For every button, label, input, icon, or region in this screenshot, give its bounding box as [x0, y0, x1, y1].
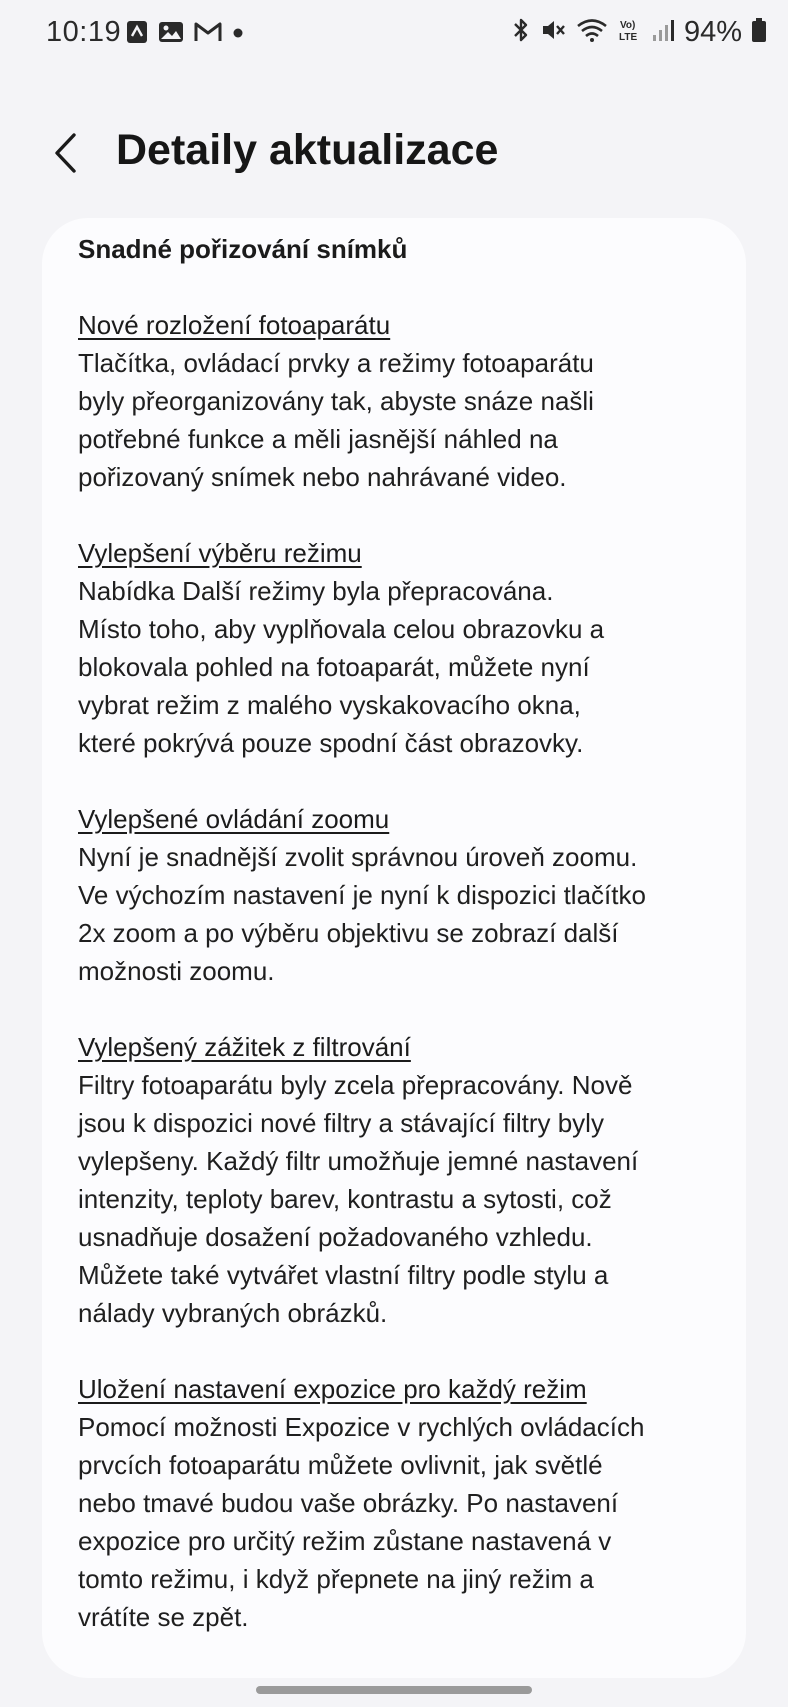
battery-icon [752, 18, 766, 47]
gesture-navigation-handle[interactable] [256, 1686, 532, 1694]
body-line: 2x zoom a po výběru objektivu se zobrazí další [78, 918, 619, 948]
body-line: nebo tmavé budou vaše obrázky. Po nastavení [78, 1488, 619, 1518]
update-details-content [78, 230, 718, 1674]
page-title: Detaily aktualizace [116, 126, 499, 174]
section-body [78, 1408, 718, 1636]
body-line: které pokrývá pouze spodní část obrazovky. [78, 728, 584, 758]
wifi-icon [576, 17, 608, 48]
chevron-left-icon [52, 132, 78, 179]
section-title: Uložení nastavení expozice pro každý režim [78, 1374, 587, 1404]
svg-text:LTE: LTE [618, 32, 638, 43]
body-line: potřebné funkce a měli jasnější náhled na [78, 424, 558, 454]
body-line: Filtry fotoaparátu byly zcela přepracovány. Nově [78, 1070, 633, 1100]
body-line: Místo toho, aby vyplňovala celou obrazovku a [78, 614, 605, 644]
body-line: Ve výchozím nastavení je nyní k dispozici tlačítko [78, 880, 646, 910]
section-body [78, 344, 718, 496]
body-line: nálady vybraných obrázků. [78, 1298, 388, 1328]
system-icons [512, 16, 766, 49]
body-line: pořizovaný snímek nebo nahrávané video. [78, 462, 567, 492]
status-time: 10:19 [46, 16, 122, 48]
volte-icon [618, 17, 642, 48]
body-line: Pomocí možnosti Expozice v rychlých ovládacích [78, 1412, 645, 1442]
body-line: jsou k dispozici nové filtry a stávající filtry byly [78, 1108, 604, 1138]
signal-icon [652, 18, 674, 47]
gmail-icon [194, 21, 222, 48]
section-title: Vylepšení výběru režimu [78, 538, 362, 568]
body-line: usnadňuje dosažení požadovaného vzhledu. [78, 1222, 593, 1252]
body-line: vrátíte se zpět. [78, 1602, 249, 1632]
body-line: Nyní je snadnější zvolit správnou úroveň zoomu. [78, 842, 638, 872]
body-line: Nabídka Další režimy byla přepracována. [78, 576, 554, 606]
section-zoom-control [78, 800, 718, 990]
section-body [78, 838, 718, 990]
content-heading: Snadné pořizování snímků [78, 234, 408, 264]
gallery-icon [158, 20, 184, 49]
section-camera-layout [78, 306, 718, 496]
section-body [78, 1066, 718, 1332]
body-line: byly přeorganizovány tak, abyste snáze našli [78, 386, 594, 416]
notification-dot-icon [232, 26, 244, 44]
status-bar [0, 0, 788, 72]
section-title: Vylepšené ovládání zoomu [78, 804, 390, 834]
body-line: blokovala pohled na fotoaparát, můžete nyní [78, 652, 590, 682]
app-header [0, 112, 788, 192]
body-line: vylepšeny. Každý filtr umožňuje jemné nastavení [78, 1146, 639, 1176]
body-line: prvcích fotoaparátu můžete ovlivnit, jak světlé [78, 1450, 603, 1480]
body-line: Můžete také vytvářet vlastní filtry podle stylu a [78, 1260, 609, 1290]
body-line: Tlačítka, ovládací prvky a režimy fotoaparátu [78, 348, 594, 378]
body-line: vybrat režim z malého vyskakovacího okna, [78, 690, 581, 720]
section-exposure [78, 1370, 718, 1636]
section-filters [78, 1028, 718, 1332]
section-title: Nové rozložení fotoaparátu [78, 310, 391, 340]
battery-percentage: 94% [683, 16, 742, 48]
bluetooth-icon [512, 17, 530, 48]
section-body [78, 572, 718, 762]
svg-text:Vo): Vo) [619, 20, 636, 31]
sheets-icon [126, 20, 148, 49]
section-mode-selection [78, 534, 718, 762]
mute-icon [540, 17, 566, 48]
body-line: tomto režimu, i když přepnete na jiný režim a [78, 1564, 594, 1594]
body-line: expozice pro určitý režim zůstane nastavená v [78, 1526, 612, 1556]
update-details-card[interactable] [42, 218, 746, 1678]
section-title: Vylepšený zážitek z filtrování [78, 1032, 411, 1062]
body-line: možnosti zoomu. [78, 956, 275, 986]
notification-icons [126, 20, 244, 49]
back-button[interactable] [40, 130, 90, 180]
body-line: intenzity, teploty barev, kontrastu a sytosti, což [78, 1184, 612, 1214]
